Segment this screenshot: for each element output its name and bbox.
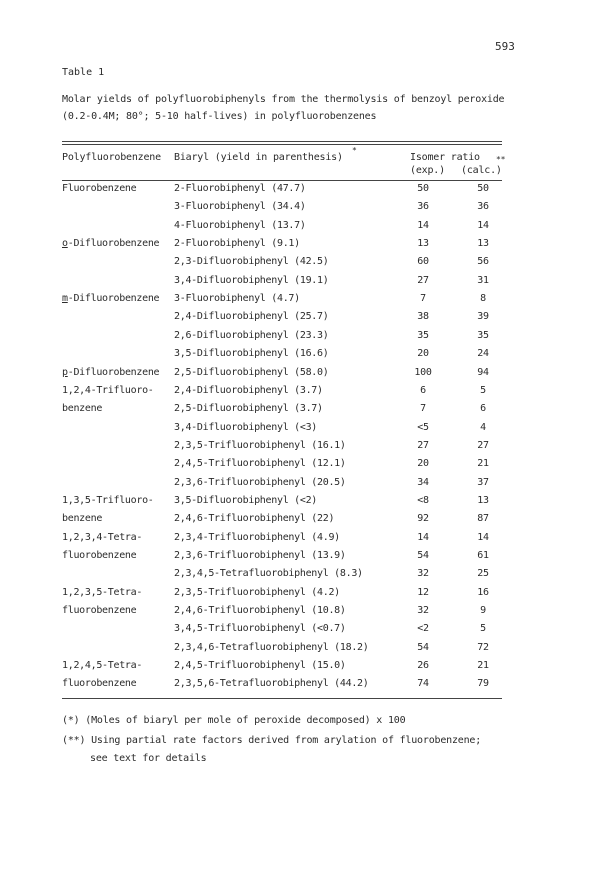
table-row <box>62 220 502 238</box>
table-row <box>62 477 502 495</box>
calc-ratio-cell: 61 <box>477 550 489 561</box>
biaryl-cell: 2,3,4-Trifluorobiphenyl (4.9) <box>174 531 340 543</box>
calc-ratio-cell: 25 <box>477 568 489 580</box>
calc-ratio-cell: 36 <box>477 201 489 213</box>
table-row <box>62 568 502 586</box>
header-rule <box>62 180 502 181</box>
header-polyfluorobenzene: Polyfluorobenzene <box>62 152 161 163</box>
biaryl-cell: 2,5-Difluorobiphenyl (58.0) <box>174 366 329 378</box>
biaryl-cell: 3-Fluorobiphenyl (34.4) <box>174 201 306 213</box>
exp-ratio-cell: 32 <box>417 605 429 617</box>
table-caption-line-2: (0.2-0.4M; 80°; 5-10 half-lives) in polyfluorobenzenes <box>62 111 377 122</box>
exp-ratio-cell: 27 <box>417 439 429 451</box>
table-row <box>62 495 502 513</box>
calc-ratio-cell: 87 <box>477 513 489 525</box>
calc-ratio-cell: 14 <box>477 531 489 543</box>
table-row <box>62 367 502 385</box>
calc-ratio-cell: 79 <box>477 678 489 690</box>
table-row <box>62 550 502 568</box>
exp-ratio-cell: 20 <box>417 348 429 360</box>
solvent-cell <box>62 660 142 671</box>
calc-ratio-cell: 56 <box>477 256 489 268</box>
calc-ratio-cell: 9 <box>480 605 486 617</box>
header-isomer-ratio: Isomer ratio <box>410 152 480 163</box>
exp-ratio-cell: 36 <box>417 201 429 213</box>
biaryl-cell: 2,3-Difluorobiphenyl (42.5) <box>174 256 329 268</box>
table-row <box>62 605 502 623</box>
calc-ratio-cell: 27 <box>477 439 489 451</box>
biaryl-cell: 2,3,4,5-Tetrafluorobiphenyl (8.3) <box>174 568 363 580</box>
exp-ratio-cell: 12 <box>417 586 429 598</box>
biaryl-cell: 2,3,5-Trifluorobiphenyl (4.2) <box>174 586 340 598</box>
header-exp: (exp.) <box>410 165 445 176</box>
table-label: Table 1 <box>62 67 105 78</box>
calc-ratio-cell: 6 <box>480 403 486 415</box>
calc-ratio-cell: 72 <box>477 641 489 653</box>
solvent-name: -Difluorobenzene <box>67 366 160 378</box>
calc-ratio-cell: 13 <box>477 494 489 506</box>
exp-ratio-cell: 92 <box>417 513 429 525</box>
biaryl-cell: 2,3,6-Trifluorobiphenyl (13.9) <box>174 550 346 561</box>
solvent-prefix: m <box>62 293 68 305</box>
bottom-rule <box>62 698 502 699</box>
table-row <box>62 532 502 550</box>
table-row <box>62 623 502 641</box>
solvent-name: 1,3,5-Trifluoro- <box>62 494 154 506</box>
solvent-name: 1,2,3,4-Tetra- <box>62 531 143 543</box>
exp-ratio-cell: <8 <box>417 494 429 506</box>
biaryl-cell: 2,4-Difluorobiphenyl (25.7) <box>174 311 329 323</box>
table-row <box>62 311 502 329</box>
table-row <box>62 513 502 531</box>
biaryl-cell: 2,4,6-Trifluorobiphenyl (10.8) <box>174 605 346 617</box>
calc-ratio-cell: 94 <box>477 366 489 378</box>
table-row <box>62 660 502 678</box>
table-row <box>62 238 502 256</box>
exp-ratio-cell: 14 <box>417 219 429 231</box>
solvent-name: 1,2,4,5-Tetra- <box>62 660 143 672</box>
exp-ratio-cell: 50 <box>417 183 429 194</box>
footnote-3: see text for details <box>90 753 207 764</box>
exp-ratio-cell: 100 <box>414 366 432 378</box>
solvent-cell <box>62 385 154 396</box>
exp-ratio-cell: 32 <box>417 568 429 580</box>
table-row <box>62 330 502 348</box>
biaryl-cell: 3,5-Difluorobiphenyl (16.6) <box>174 348 329 360</box>
calc-ratio-cell: 5 <box>480 384 486 396</box>
table-row <box>62 201 502 219</box>
biaryl-cell: 2-Fluorobiphenyl (47.7) <box>174 183 306 194</box>
solvent-cell <box>62 513 102 524</box>
biaryl-cell: 2,4-Difluorobiphenyl (3.7) <box>174 384 323 396</box>
calc-ratio-cell: 5 <box>480 623 486 635</box>
table-row <box>62 422 502 440</box>
solvent-name: benzene <box>62 403 103 415</box>
biaryl-cell: 2,5-Difluorobiphenyl (3.7) <box>174 403 323 415</box>
biaryl-cell: 2,3,6-Trifluorobiphenyl (20.5) <box>174 476 346 488</box>
exp-ratio-cell: 27 <box>417 274 429 286</box>
biaryl-cell: 3,4-Difluorobiphenyl (<3) <box>174 421 318 433</box>
calc-ratio-cell: 13 <box>477 238 489 250</box>
biaryl-cell: 2,6-Difluorobiphenyl (23.3) <box>174 329 329 341</box>
biaryl-cell: 3,4,5-Trifluorobiphenyl (<0.7) <box>174 623 346 635</box>
solvent-cell <box>62 550 136 561</box>
exp-ratio-cell: 60 <box>417 256 429 268</box>
table-row <box>62 642 502 660</box>
table-row <box>62 256 502 274</box>
table-row <box>62 385 502 403</box>
solvent-prefix: p <box>62 366 68 378</box>
table-row <box>62 348 502 366</box>
top-rule-double <box>62 144 502 145</box>
biaryl-cell: 3-Fluorobiphenyl (4.7) <box>174 293 300 305</box>
biaryl-cell: 2-Fluorobiphenyl (9.1) <box>174 238 300 250</box>
calc-ratio-cell: 14 <box>477 219 489 231</box>
solvent-name: 1,2,3,5-Tetra- <box>62 586 143 598</box>
calc-ratio-cell: 4 <box>480 421 486 433</box>
exp-ratio-cell: 14 <box>417 531 429 543</box>
calc-ratio-cell: 31 <box>477 274 489 286</box>
solvent-cell <box>62 605 136 616</box>
table-row <box>62 403 502 421</box>
exp-ratio-cell: 38 <box>417 311 429 323</box>
solvent-name: fluorobenzene <box>62 605 137 617</box>
table-row <box>62 678 502 696</box>
exp-ratio-cell: 34 <box>417 476 429 488</box>
calc-ratio-cell: 50 <box>477 183 489 194</box>
solvent-cell <box>62 678 136 689</box>
solvent-name: 1,2,4-Trifluoro- <box>62 384 154 396</box>
table-caption-line-1: Molar yields of polyfluorobiphenyls from the thermolysis of benzoyl peroxide <box>62 94 505 105</box>
calc-ratio-cell: 35 <box>477 329 489 341</box>
biaryl-cell: 3,4-Difluorobiphenyl (19.1) <box>174 274 329 286</box>
solvent-cell <box>62 532 142 543</box>
biaryl-cell: 4-Fluorobiphenyl (13.7) <box>174 219 306 231</box>
exp-ratio-cell: 26 <box>417 660 429 672</box>
exp-ratio-cell: 7 <box>420 403 426 415</box>
solvent-name: fluorobenzene <box>62 678 137 690</box>
exp-ratio-cell: 74 <box>417 678 429 690</box>
table-row <box>62 587 502 605</box>
calc-ratio-cell: 16 <box>477 586 489 598</box>
solvent-name: benzene <box>62 513 103 525</box>
table-row <box>62 293 502 311</box>
solvent-name: Fluorobenzene <box>62 183 137 194</box>
exp-ratio-cell: <2 <box>417 623 429 635</box>
solvent-name: fluorobenzene <box>62 550 137 561</box>
calc-ratio-cell: 39 <box>477 311 489 323</box>
calc-ratio-cell: 8 <box>480 293 486 305</box>
footnote-1: (*) (Moles of biaryl per mole of peroxide decomposed) x 100 <box>62 715 406 726</box>
table-row <box>62 458 502 476</box>
biaryl-cell: 3,5-Difluorobiphenyl (<2) <box>174 494 318 506</box>
calc-ratio-cell: 24 <box>477 348 489 360</box>
header-isomer-footnote-mark: ** <box>496 155 506 164</box>
solvent-cell <box>62 183 136 194</box>
solvent-cell <box>62 403 102 414</box>
exp-ratio-cell: 20 <box>417 458 429 470</box>
solvent-name: -Difluorobenzene <box>67 293 160 305</box>
page-number: 593 <box>495 40 515 53</box>
exp-ratio-cell: 54 <box>417 550 429 561</box>
solvent-cell <box>62 587 142 598</box>
exp-ratio-cell: 54 <box>417 641 429 653</box>
biaryl-cell: 2,3,4,6-Tetrafluorobiphenyl (18.2) <box>174 641 369 653</box>
exp-ratio-cell: 6 <box>420 384 426 396</box>
biaryl-cell: 2,3,5,6-Tetrafluorobiphenyl (44.2) <box>174 678 369 690</box>
biaryl-cell: 2,4,5-Trifluorobiphenyl (15.0) <box>174 660 346 672</box>
solvent-cell <box>62 238 159 249</box>
solvent-name: -Difluorobenzene <box>67 238 160 250</box>
header-calc: (calc.) <box>461 165 502 176</box>
header-biaryl: Biaryl (yield in parenthesis) <box>174 152 343 163</box>
exp-ratio-cell: 35 <box>417 329 429 341</box>
exp-ratio-cell: 13 <box>417 238 429 250</box>
calc-ratio-cell: 21 <box>477 660 489 672</box>
table-row <box>62 440 502 458</box>
header-biaryl-footnote-mark: * <box>352 146 357 155</box>
solvent-cell <box>62 293 159 304</box>
table-row <box>62 275 502 293</box>
top-rule <box>62 141 502 142</box>
footnote-2: (**) Using partial rate factors derived from arylation of fluorobenzene; <box>62 735 482 746</box>
biaryl-cell: 2,4,6-Trifluorobiphenyl (22) <box>174 513 335 525</box>
table-row <box>62 183 502 201</box>
solvent-cell <box>62 367 159 378</box>
biaryl-cell: 2,4,5-Trifluorobiphenyl (12.1) <box>174 458 346 470</box>
biaryl-cell: 2,3,5-Trifluorobiphenyl (16.1) <box>174 439 346 451</box>
solvent-cell <box>62 495 154 506</box>
calc-ratio-cell: 21 <box>477 458 489 470</box>
exp-ratio-cell: <5 <box>417 421 429 433</box>
solvent-prefix: o <box>62 238 68 250</box>
calc-ratio-cell: 37 <box>477 476 489 488</box>
exp-ratio-cell: 7 <box>420 293 426 305</box>
